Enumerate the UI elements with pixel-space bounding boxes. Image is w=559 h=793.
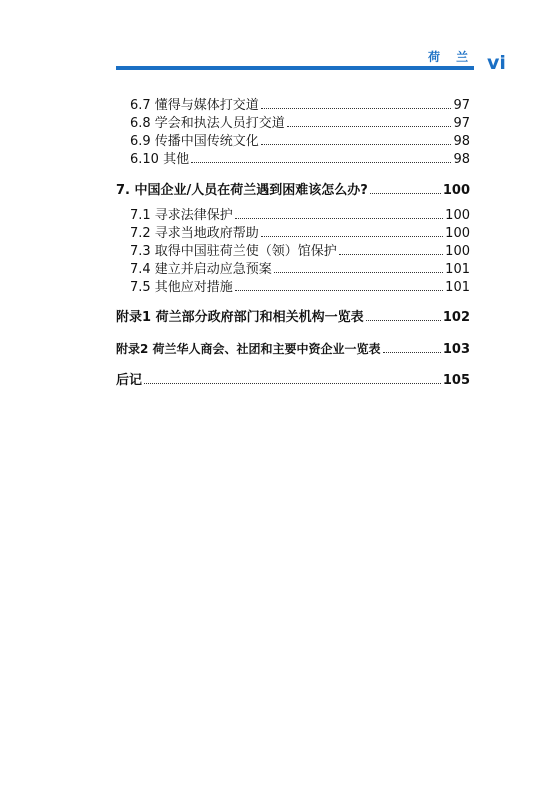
toc-entry-text: 附录2 荷兰华人商会、社团和主要中资企业一览表 bbox=[116, 342, 381, 356]
toc-leader-dots bbox=[235, 206, 443, 219]
toc-entry-text: 7.4 建立并启动应急预案 bbox=[130, 262, 272, 277]
toc-leader-dots bbox=[366, 308, 441, 321]
toc-entry-page: 101 bbox=[445, 280, 470, 295]
toc-appendix bbox=[116, 340, 470, 358]
toc-entry bbox=[130, 150, 470, 168]
toc-leader-dots bbox=[191, 150, 451, 163]
toc-entry-text: 6.10 其他 bbox=[130, 152, 190, 167]
toc-entry-page: 100 bbox=[442, 183, 470, 198]
toc-entry bbox=[130, 260, 470, 278]
toc-chapter bbox=[116, 181, 470, 199]
toc-entry-page: 100 bbox=[445, 244, 470, 259]
toc-entry-text: 7.3 取得中国驻荷兰使（领）馆保护 bbox=[130, 244, 337, 259]
toc-entry-page: 97 bbox=[453, 116, 470, 131]
page-number: vi bbox=[487, 52, 506, 74]
toc-entry bbox=[130, 206, 470, 224]
toc-leader-dots bbox=[339, 242, 443, 255]
toc-entry-text: 7.5 其他应对措施 bbox=[130, 280, 233, 295]
toc-entry-text: 6.8 学会和执法人员打交道 bbox=[130, 116, 285, 131]
toc-leader-dots bbox=[261, 132, 452, 145]
toc-entry-page: 100 bbox=[445, 226, 470, 241]
toc-entry-page: 98 bbox=[453, 152, 470, 167]
toc-entry bbox=[130, 96, 470, 114]
header-rule bbox=[116, 66, 474, 70]
header-title: 荷 兰 bbox=[428, 50, 475, 64]
toc-leader-dots bbox=[261, 224, 443, 237]
toc-entry-text: 7.1 寻求法律保护 bbox=[130, 208, 233, 223]
toc-afterword bbox=[116, 371, 470, 389]
toc-entry-page: 97 bbox=[453, 98, 470, 113]
toc-leader-dots bbox=[235, 278, 443, 291]
toc-leader-dots bbox=[287, 114, 452, 127]
toc-entry-page: 103 bbox=[442, 342, 470, 357]
toc-entry bbox=[130, 132, 470, 150]
toc-entry-text: 7. 中国企业/人员在荷兰遇到困难该怎么办? bbox=[116, 183, 368, 198]
toc-leader-dots bbox=[274, 260, 443, 273]
toc-entry-text: 后记 bbox=[116, 373, 143, 388]
toc-leader-dots bbox=[261, 96, 452, 109]
toc-entry-text: 附录1 荷兰部分政府部门和相关机构一览表 bbox=[116, 310, 364, 325]
toc-entry-text: 7.2 寻求当地政府帮助 bbox=[130, 226, 259, 241]
toc-entry-page: 105 bbox=[442, 373, 470, 388]
toc-entry-text: 6.7 懂得与媒体打交道 bbox=[130, 98, 259, 113]
toc-entry-page: 102 bbox=[442, 310, 470, 325]
toc-entry bbox=[130, 114, 470, 132]
toc-entry bbox=[130, 242, 470, 260]
toc-entry-text: 6.9 传播中国传统文化 bbox=[130, 134, 259, 149]
toc-leader-dots bbox=[370, 181, 441, 194]
toc-entry bbox=[130, 278, 470, 296]
toc-entry bbox=[130, 224, 470, 242]
toc-entry-page: 98 bbox=[453, 134, 470, 149]
toc-appendix bbox=[116, 308, 470, 326]
toc-entry-page: 100 bbox=[445, 208, 470, 223]
toc-entry-page: 101 bbox=[445, 262, 470, 277]
toc-leader-dots bbox=[383, 340, 441, 353]
toc-leader-dots bbox=[144, 371, 441, 384]
